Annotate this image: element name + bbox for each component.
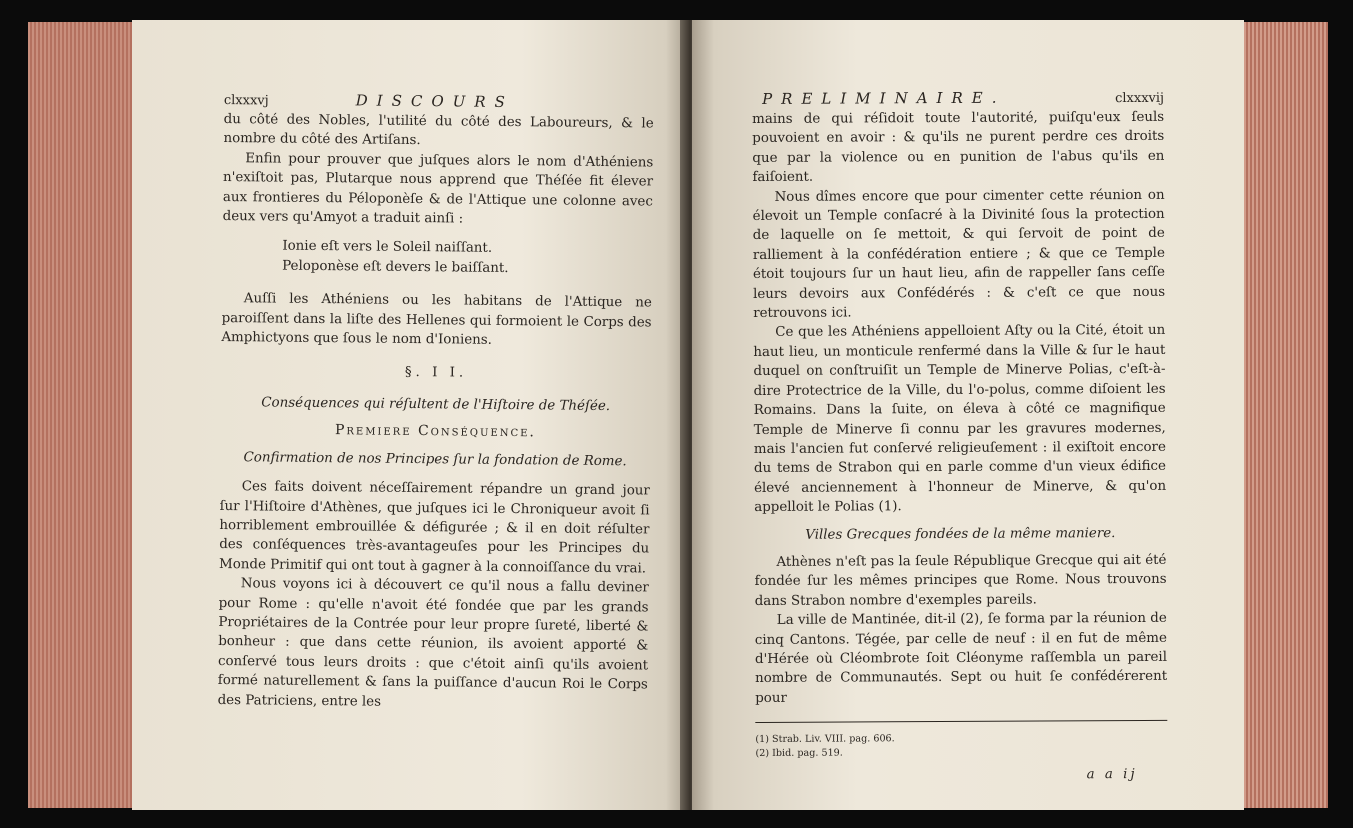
left-running-title: DISCOURS [355,91,514,112]
right-page [692,20,1244,810]
signature-mark: a a ij [1086,767,1138,783]
right-running-head [752,88,1164,110]
left-page [132,20,688,810]
left-page-text [218,90,654,714]
italic-heading-right: Villes Grecques fondées de la même maniere. [805,525,1116,543]
verse-line-2: Peloponèse eſt devers le baiſſant. [282,258,509,276]
right-running-title: PRELIMINAIRE. [761,88,1006,108]
verse-line-1: Ionie eſt vers le Soleil naiſſant. [282,239,493,257]
right-paragraph-5: La ville de Mantinée, dit-il (2), ſe forma par la réunion de cinq Cantons. Tégée, par celle de neuf : il en fut de même d'Hérée où Cléombrote ſoit Cléonyme raſſembla un pareil nombre de Communautés. Sept ou huit ſe confédérerent pour [754,610,1168,706]
right-paragraph-1: mains de qui réſidoit toute l'autorité, puiſqu'eux ſeuls pouvoient en avoir : & qu'ils ne purent perdre ces droits que par la violence ou en punition de l'abus qu'ils en faiſoient. [752,109,1165,186]
left-paragraph-3: Auſſi les Athéniens ou les habitans de l'Attique ne paroiſſent dans la liſte des Hellenes qui formoient le Corps des Amphictyons que ſous le nom d'Ioniens. [221,291,652,348]
italic-heading-left: Confirmation de nos Principes ſur la fondation de Rome. [243,449,627,469]
right-paragraph-3: Ce que les Athéniens appelloient Aſty ou la Cité, étoit un haut lieu, un monticule renfermé dans la Ville & ſur le haut duquel on conſtruiſit un Temple de Minerve Polias, c'eſt-à-dire Protectrice de la Ville, du l'o-polus, comme diſoient les Romains. Dans la ſuite, on éleva à côté ce magnifique Temple de Minerve ſi connu par les gravures modernes, mais l'ancien fut conſervé religieuſement : il exiſtoit encore du tems de Strabon qui en parle comme d'un vieux édifice élevé anciennement à l'honneur de Minerve, & qu'on appelloit le Polias (1). [753,323,1167,516]
left-paragraph-4: Ces faits doivent néceſſairement répandre un grand jour ſur l'Hiſtoire d'Athènes, que juſques ici le Chroniqueur avoit ſi horriblement embrouillée & défigurée ; & il en doit réſulter des conſéquences très-avantageuſes pour les Principes du Monde Primitif qui ont tout à gagner à la connoiſſance du vrai. [218,479,650,577]
right-paragraph-2: Nous dîmes encore que pour cimenter cette réunion on élevoit un Temple conſacré à la Divinité ſous la protection de laquelle on ſe mettoit, & qui ſervoit de point de ralliement à la confédération entiere ; & que ce Temple étoit toujours ſur un haut lieu, afin de rappeller ſans ceſſe leurs devoirs aux Confédérés : & c'eſt ce que nous retrouvons ici. [752,187,1166,322]
right-folio: clxxxvij [1115,90,1165,107]
left-paragraph-2: Enfin pour prouver que juſques alors le nom d'Athéniens n'exiſtoit pas, Plutarque nous apprend que Théſée fit élever aux frontieres du Péloponèſe & de l'Attique une colonne avec deux vers qu'Amyot a traduit ainſi : [222,151,654,227]
footnote-rule [755,720,1167,723]
footnote-1: (1) Strab. Liv. VIII. pag. 606. [755,733,895,746]
footnote-2: (2) Ibid. pag. 519. [755,747,843,760]
left-folio: clxxxvj [223,92,269,109]
subheading: Premiere Conséquence. [334,422,536,441]
left-page-edges [28,22,138,808]
section-number: §. I I. [404,365,468,382]
section-title: Conséquences qui réſultent de l'Hiſtoire de Théſée. [261,395,611,414]
right-page-text [752,88,1168,787]
left-paragraph-1: du côté des Nobles, l'utilité du côté des Laboureurs, & le nombre du côté des Artiſans. [223,111,654,149]
left-paragraph-5: Nous voyons ici à découvert ce qu'il nous a fallu deviner pour Rome : qu'elle n'avoit été fondée que par les grands Propriétaires de la Contrée pour leur propre ſureté, liberté & bonheur : que dans cette réunion, ils avoient apporté & conſervé tous leurs droits : que c'étoit ainſi qu'ils avoient formé naturellement & ſans la puiſſance d'aucun Roi le Corps des Patriciens, entre les [217,576,649,710]
right-paragraph-4: Athènes n'eſt pas la ſeule République Grecque qui ait été fondée ſur les mêmes principes que Rome. Nous trouvons dans Strabon nombre d'exemples pareils. [754,552,1167,609]
right-page-edges [1238,22,1328,808]
open-book [28,12,1328,818]
